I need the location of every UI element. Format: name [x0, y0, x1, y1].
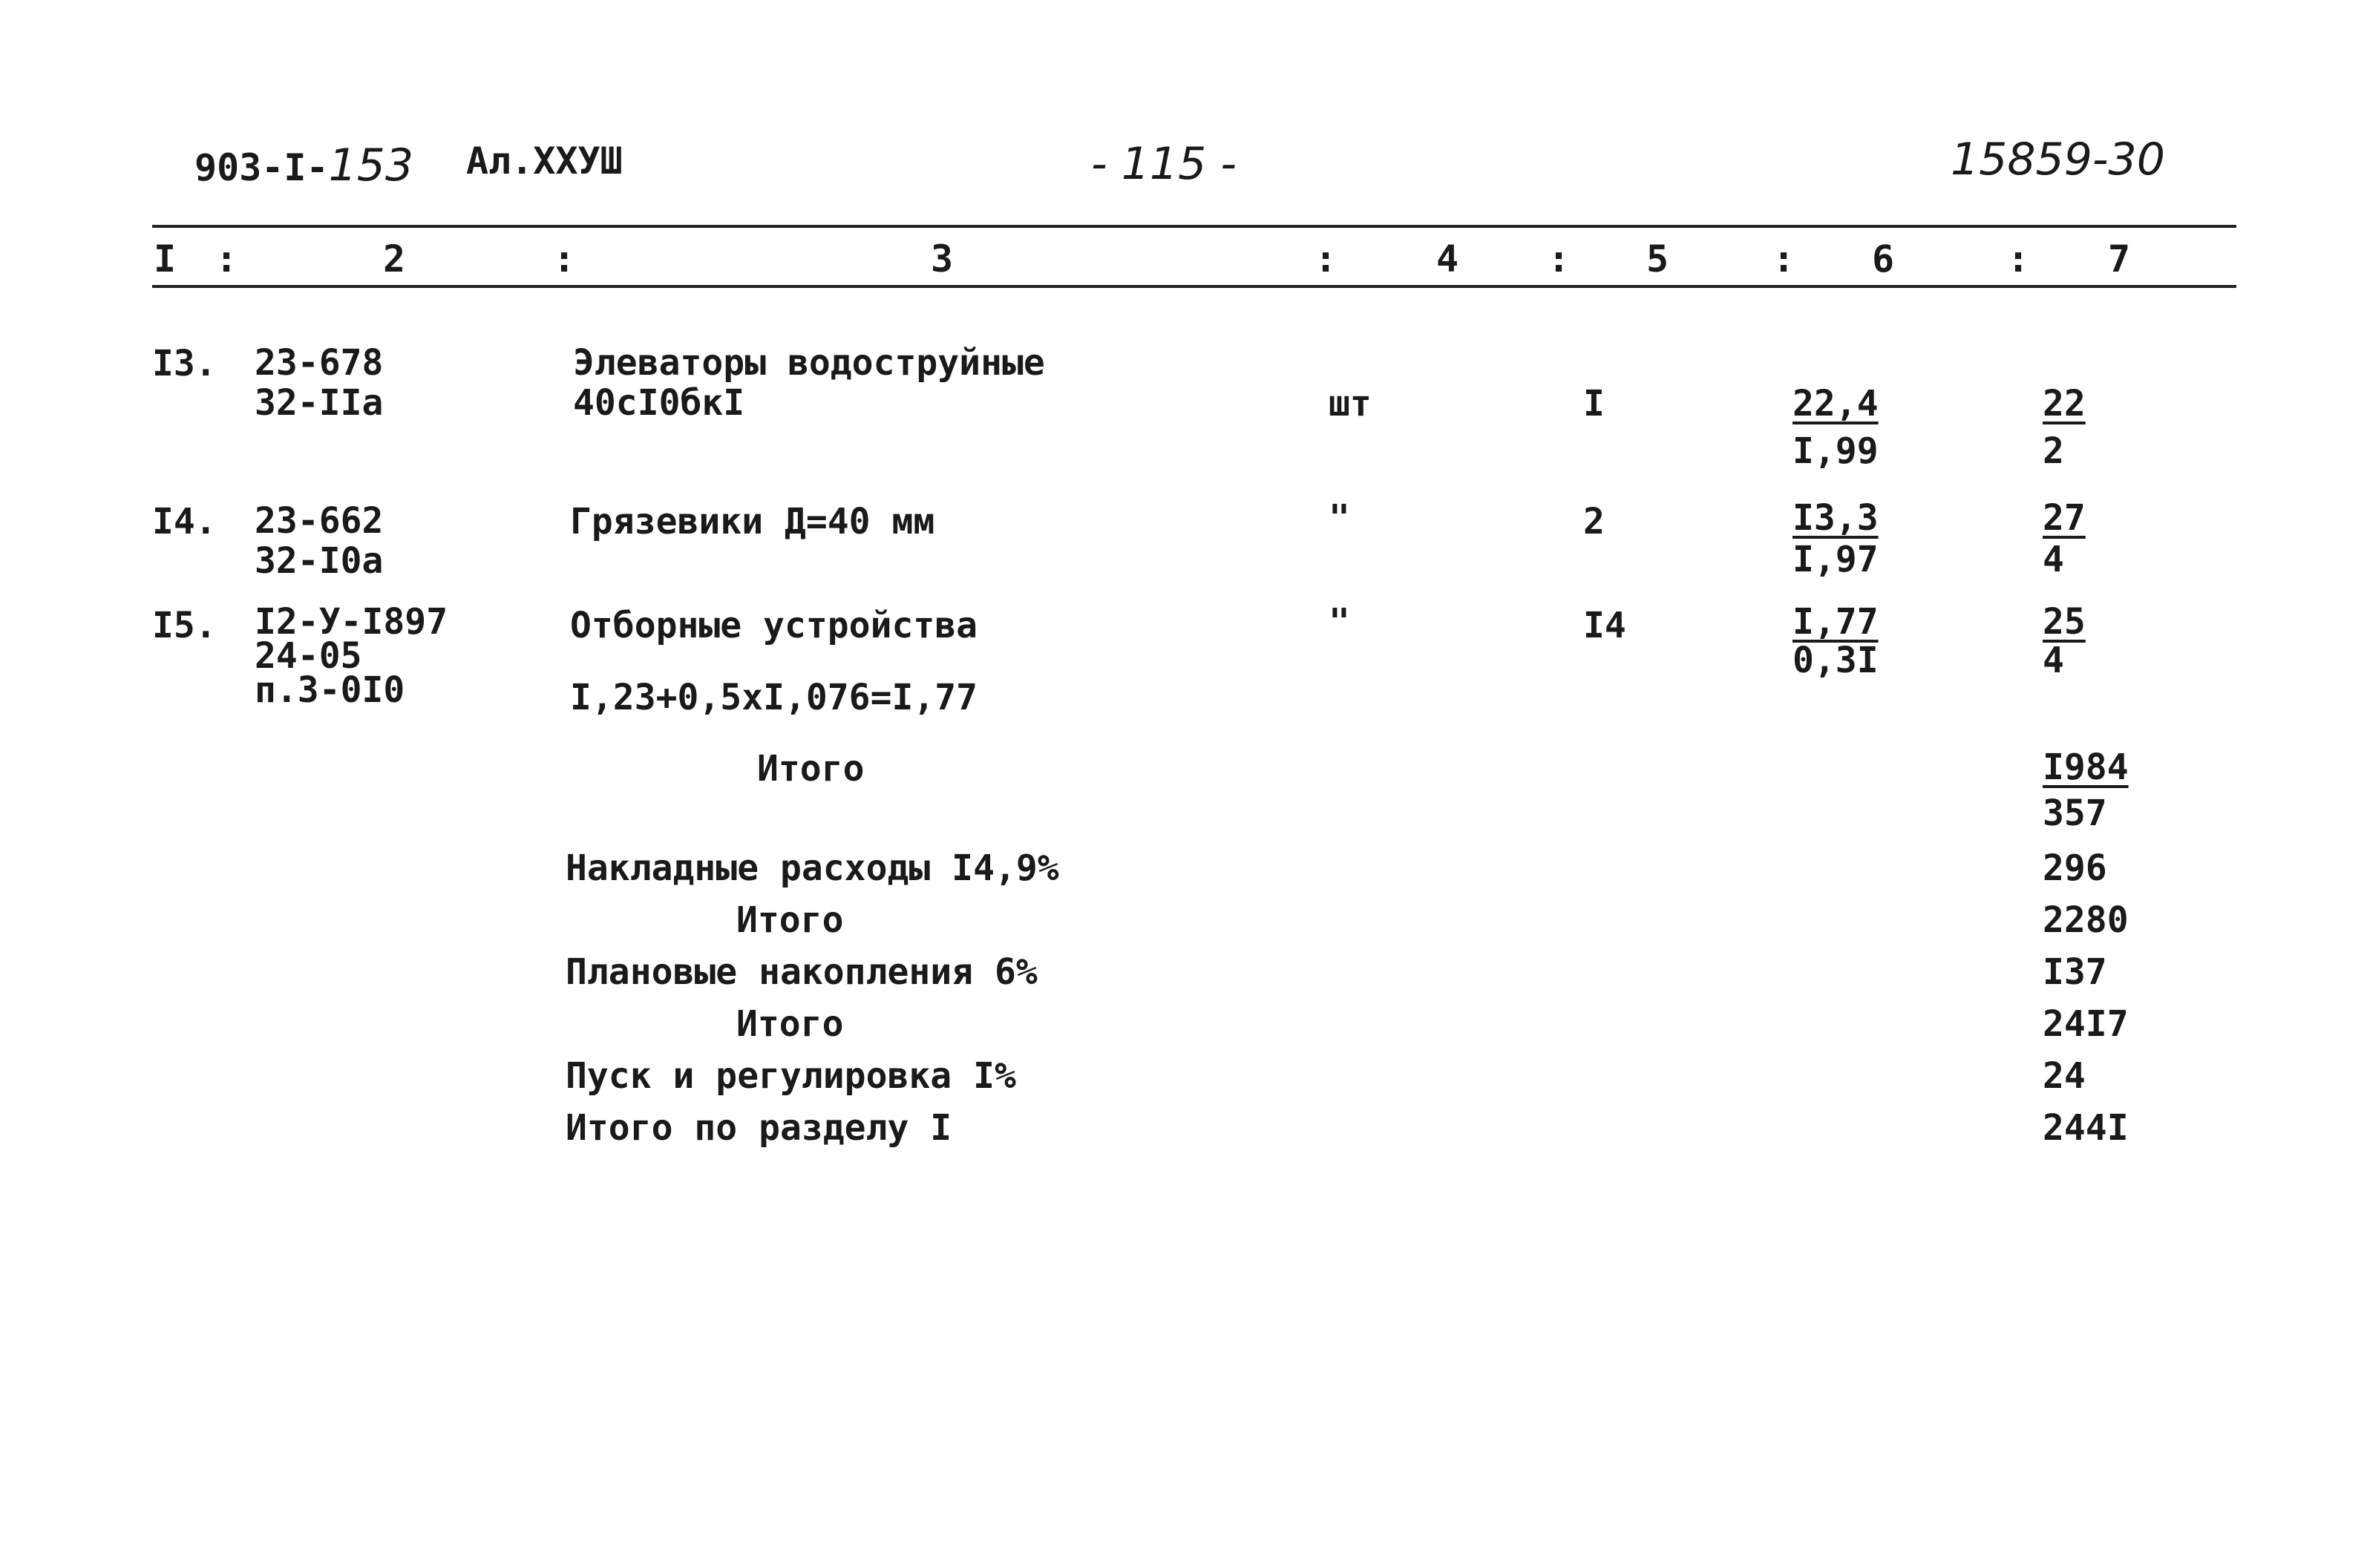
column-number-3: 3 — [931, 237, 954, 281]
subtotal-value — [2043, 744, 2129, 836]
summary-line-label: Итого — [736, 899, 844, 941]
row-quantity: I — [1583, 383, 1605, 424]
name-line: Грязевики Д=40 мм — [570, 501, 935, 542]
row-quantity: I4 — [1583, 605, 1626, 646]
code-line: 32-I0a — [255, 540, 384, 582]
subtotal-numerator: I984 — [2043, 747, 2129, 788]
row-unit-price — [1793, 603, 1879, 680]
row-quantity: 2 — [1583, 501, 1605, 542]
price-numerator: I,77 — [1793, 601, 1879, 643]
column-separator: : — [215, 237, 238, 281]
column-separator: : — [1548, 237, 1571, 281]
row-total — [2043, 380, 2086, 475]
row-code — [255, 343, 383, 423]
summary-line-value: 24 — [2043, 1055, 2086, 1097]
total-numerator: 27 — [2043, 497, 2086, 539]
summary-line-value: 24I7 — [2043, 1003, 2129, 1045]
price-denominator: I,97 — [1793, 539, 1879, 580]
document-id: 15859-30 — [1951, 134, 2165, 186]
header-rule-top — [152, 225, 2236, 228]
row-name-line-2: I,23+0,5xI,076=I,77 — [570, 677, 978, 718]
price-numerator: I3,3 — [1793, 497, 1879, 539]
row-unit-price — [1793, 380, 1879, 475]
name-line: 40cI0бкI — [573, 382, 745, 424]
price-denominator: I,99 — [1793, 430, 1879, 472]
document-code — [194, 140, 413, 191]
price-denominator: 0,3I — [1793, 640, 1879, 681]
row-number: I4. — [152, 501, 217, 542]
column-separator: : — [1772, 237, 1795, 281]
column-number-6: 6 — [1872, 237, 1895, 281]
row-total — [2043, 497, 2086, 580]
total-numerator: 22 — [2043, 383, 2086, 424]
summary-line-label: Пуск и регулировка I% — [566, 1055, 1016, 1097]
row-code — [255, 501, 383, 581]
summary-line-value: 2280 — [2043, 899, 2129, 941]
code-line: 24-05 — [255, 635, 362, 677]
code-line: 23-678 — [255, 342, 384, 384]
column-number-5: 5 — [1646, 237, 1669, 281]
column-number-4: 4 — [1436, 237, 1459, 281]
price-numerator: 22,4 — [1793, 383, 1879, 424]
column-number-1: I — [154, 237, 177, 281]
code-line: I2-У-I897 — [255, 601, 448, 643]
code-line: 23-662 — [255, 500, 384, 542]
name-line: Элеваторы водоструйные — [573, 342, 1045, 384]
summary-line-label: Итого — [736, 1003, 844, 1045]
header-rule-bottom — [152, 285, 2236, 288]
column-number-7: 7 — [2108, 237, 2131, 281]
section-total-label: Итого по разделу I — [566, 1107, 952, 1149]
column-separator: : — [1315, 237, 1338, 281]
summary-line-label: Плановые накопления 6% — [566, 951, 1038, 993]
album-label: Ал.ХХУШ — [466, 140, 623, 183]
row-number: I5. — [152, 605, 217, 646]
row-name — [573, 343, 1045, 423]
total-denominator: 4 — [2043, 539, 2064, 580]
total-denominator: 2 — [2043, 430, 2064, 472]
code-line: п.3-0I0 — [255, 669, 405, 711]
page-number: - 115 - — [1091, 138, 1237, 190]
summary-line-value: I37 — [2043, 951, 2107, 993]
row-total — [2043, 603, 2086, 680]
summary-line-value: 296 — [2043, 847, 2107, 889]
section-total-value: 244I — [2043, 1107, 2129, 1149]
row-unit: " — [1329, 497, 1350, 539]
subtotal-label: Итого — [757, 748, 865, 790]
column-number-2: 2 — [383, 237, 406, 281]
row-number: I3. — [152, 343, 217, 384]
row-name — [570, 501, 934, 542]
subtotal-denominator: 357 — [2043, 793, 2107, 834]
row-name-line-1: Отборные устройства — [570, 605, 978, 646]
total-denominator: 4 — [2043, 640, 2064, 681]
column-separator: : — [553, 237, 576, 281]
row-unit-price — [1793, 497, 1879, 580]
document-code-handwritten: 153 — [328, 140, 414, 191]
row-unit: " — [1329, 601, 1350, 643]
column-separator: : — [2007, 237, 2030, 281]
summary-line-label: Накладные расходы I4,9% — [566, 847, 1059, 889]
document-code-printed: 903-I- — [194, 146, 329, 189]
code-line: 32-IIa — [255, 382, 384, 424]
row-unit: шт — [1329, 383, 1372, 424]
row-code — [255, 601, 448, 711]
total-numerator: 25 — [2043, 601, 2086, 643]
